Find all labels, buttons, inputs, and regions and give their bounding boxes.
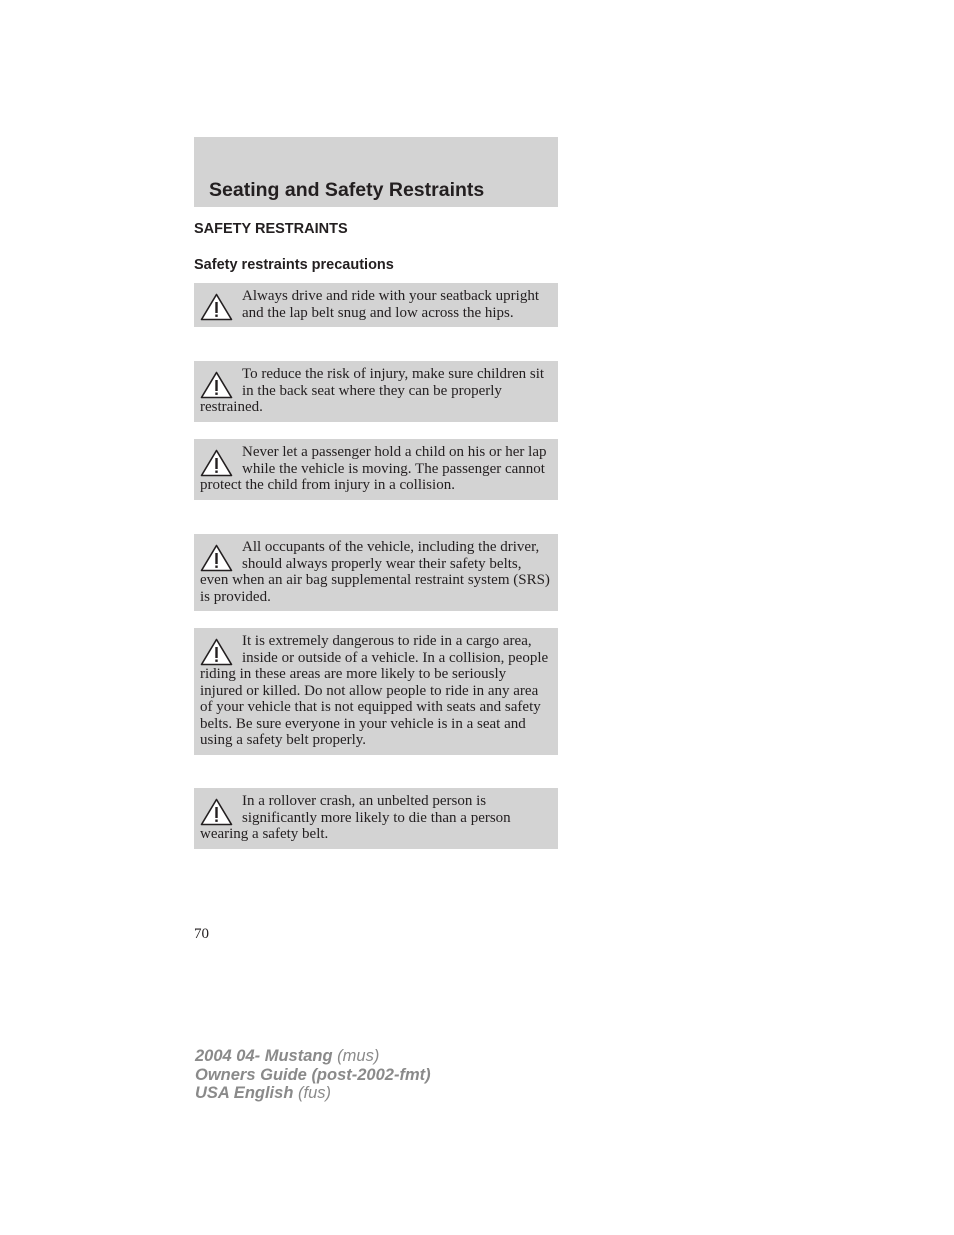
footer-guide: Owners Guide (post-2002-fmt) [195,1065,431,1084]
page-number: 70 [194,926,209,942]
footer-language: USA English [195,1084,294,1102]
chapter-header-band [194,137,558,207]
warning-text: All occupants of the vehicle, including the driver, should always properly wear their safety belts, even when an air bag supplemental restraint system (SRS) is provided. [200,539,550,605]
footer-language-code: (fus) [293,1084,331,1102]
warning-box [194,628,558,755]
warning-text: Always drive and ride with your seatback upright and the lap belt snug and low across the hips. [242,288,540,321]
footer-line-model [195,1047,431,1066]
footer-line-language [195,1084,431,1103]
warning-text: It is extremely dangerous to ride in a cargo area, inside or outside of a vehicle. In a collision, people riding in these areas are more likely to be seriously injured or killed. Do not allow people to ride in any area of your vehicle that is not equipped with seats and safety belts. Be sure everyone in your vehicle is in a seat and using a safety belt properly. [200,633,549,748]
warning-triangle-icon [200,798,233,826]
warning-text: Never let a passenger hold a child on his or her lap while the vehicle is moving. The passenger cannot protect the child from injury in a collision. [200,444,547,493]
warning-text: To reduce the risk of injury, make sure children sit in the back seat where they can be properly restrained. [200,366,545,415]
footer-model: 2004 04- Mustang [195,1047,333,1065]
warning-text: In a rollover crash, an unbelted person is significantly more likely to die than a person wearing a safety belt. [200,793,511,842]
footer-line-guide [195,1066,431,1085]
chapter-title: Seating and Safety Restraints [209,179,485,201]
warning-triangle-icon [200,371,233,399]
footer-model-code: (mus) [332,1047,380,1065]
section-heading: SAFETY RESTRAINTS [194,221,348,237]
warning-triangle-icon [200,638,233,666]
warning-triangle-icon [200,449,233,477]
warning-triangle-icon [200,293,233,321]
warning-box [194,439,558,500]
warning-box [194,788,558,849]
warning-box [194,283,558,327]
document-footer [195,1047,431,1103]
warning-box [194,361,558,422]
warning-box [194,534,558,611]
sub-heading: Safety restraints precautions [194,257,394,273]
warning-triangle-icon [200,544,233,572]
